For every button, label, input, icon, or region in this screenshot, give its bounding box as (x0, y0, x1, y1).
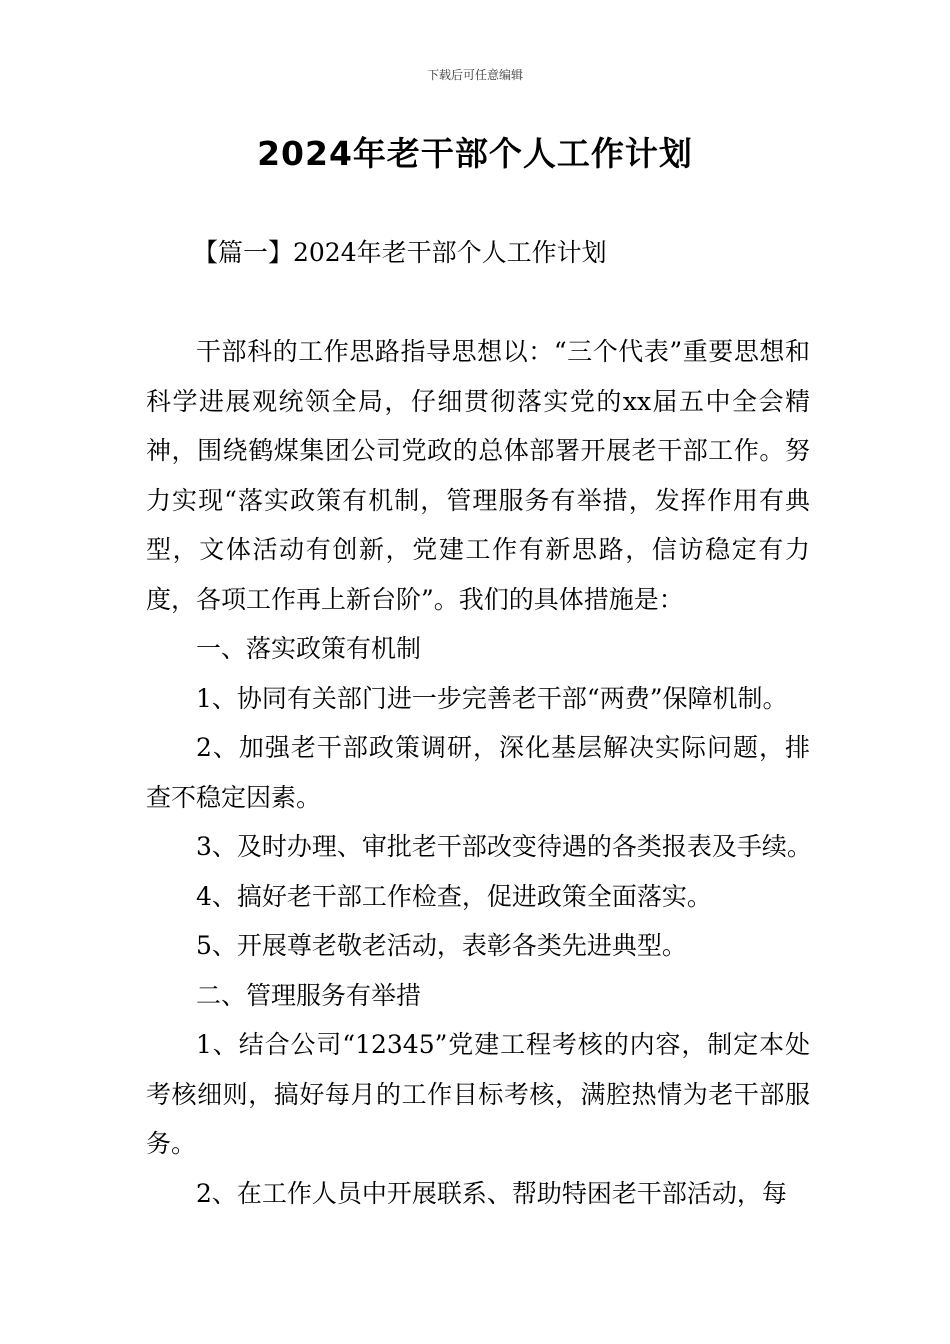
list-item: 5、开展尊老敬老活动，表彰各类先进典型。 (196, 931, 687, 960)
list-item: 1、协同有关部门进一步完善老干部“两费”保障机制。 (196, 683, 788, 713)
list-item: 2、加强老干部政策调研，深化基层解决实际问题，排查不稳定因素。 (146, 733, 810, 812)
list-item: 2、在工作人员中开展联系、帮助特困老干部活动，每 (196, 1178, 787, 1208)
section-heading-two: 二、管理服务有举措 (196, 980, 422, 1010)
list-item: 1、结合公司“12345”党建工程考核的内容，制定本处考核细则，搞好每月的工作目标考核，满腔热情为老干部服务。 (146, 1030, 810, 1158)
document-title: 2024年老干部个人工作计划 (257, 134, 693, 173)
section-heading-one: 一、落实政策有机制 (196, 634, 422, 663)
header-note: 下载后可任意编辑 (426, 68, 523, 82)
list-item: 3、及时办理、审批老干部改变待遇的各类报表及手续。 (196, 832, 812, 861)
section-heading: 【篇一】2024年老干部个人工作计划 (193, 238, 607, 267)
intro-paragraph: 干部科的工作思路指导思想以：“三个代表”重要思想和科学进展观统领全局，仔细贯彻落实党的xx届五中全会精神，围绕鹤煤集团公司党政的总体部署开展老干部工作。努力实现“落实政策有机制，管理服务有举措，发挥作用有典型，文体活动有创新，党建工作有新思路，信访稳定有力度，各项工作再上新台阶”。我们的具体措施是： (146, 337, 810, 614)
list-item: 4、搞好老干部工作检查，促进政策全面落实。 (196, 881, 712, 911)
document-body (146, 327, 810, 1218)
